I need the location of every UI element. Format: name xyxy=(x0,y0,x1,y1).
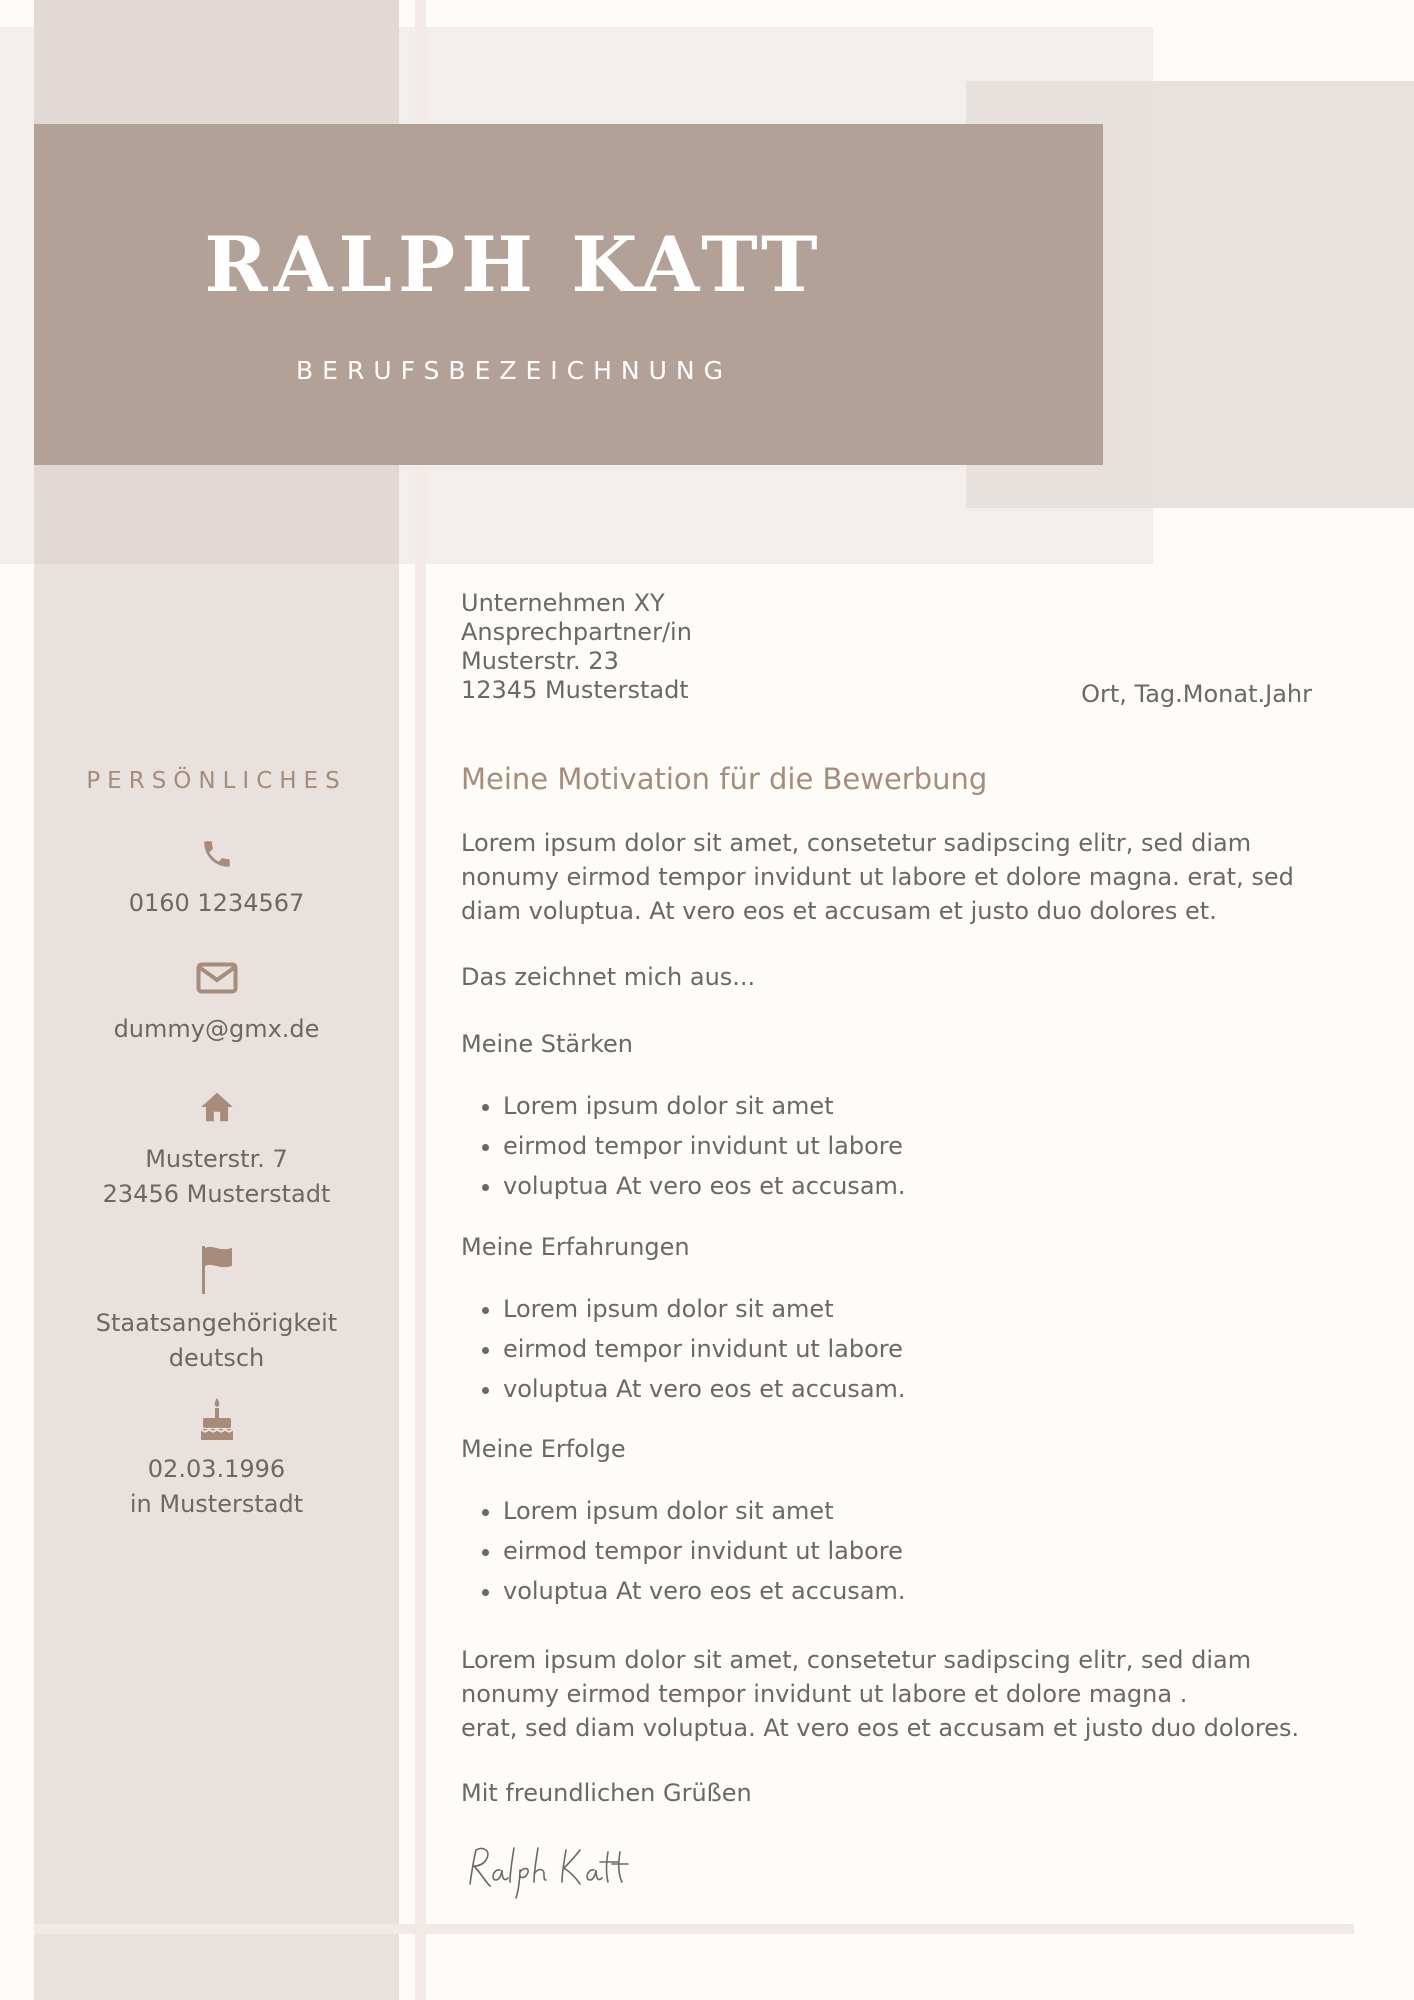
intro-paragraph: Lorem ipsum dolor sit amet, consetetur sadipscing elitr, sed diam nonumy eirmod tempor invidunt ut labore et dolore magna. erat, sed diam voluptua. At vero eos et accusam et justo duo dolores et. xyxy=(461,829,1294,925)
list-item: • voluptua At vero eos et accusam. xyxy=(503,1369,1383,1409)
section-title-strengths: Meine Stärken xyxy=(461,1030,633,1058)
list-item: • voluptua At vero eos et accusam. xyxy=(503,1166,1383,1206)
mail-icon xyxy=(196,962,238,994)
birth-date: 02.03.1996 xyxy=(147,1455,286,1483)
closing-paragraph xyxy=(461,1643,1341,1745)
phone-number: 0160 1234567 xyxy=(128,889,305,917)
footer-rule xyxy=(34,1924,1354,1934)
list-item: • Lorem ipsum dolor sit amet xyxy=(503,1491,1383,1531)
birth-entry xyxy=(34,1396,399,1522)
list-item: • eirmod tempor invidunt ut labore xyxy=(503,1126,1383,1166)
section-title-experience: Meine Erfahrungen xyxy=(461,1233,690,1261)
signature xyxy=(462,1840,632,1900)
closing-line-2: erat, sed diam voluptua. At vero eos et accusam et justo duo dolores. xyxy=(461,1714,1300,1742)
place-date: Ort, Tag.Monat.Jahr xyxy=(1081,680,1312,708)
list-item: • Lorem ipsum dolor sit amet xyxy=(503,1086,1383,1126)
recipient-city: 12345 Musterstadt xyxy=(461,676,689,704)
recipient-street: Musterstr. 23 xyxy=(461,647,619,675)
birth-place: in Musterstadt xyxy=(129,1490,304,1518)
list-item: • eirmod tempor invidunt ut labore xyxy=(503,1531,1383,1571)
email-address: dummy@gmx.de xyxy=(113,1015,320,1043)
address-street: Musterstr. 7 xyxy=(145,1145,288,1173)
birthday-cake-icon xyxy=(197,1396,237,1444)
strengths-list xyxy=(461,1086,1383,1206)
nationality-entry xyxy=(34,1244,399,1376)
closing-line-1: Lorem ipsum dolor sit amet, consetetur sadipscing elitr, sed diam nonumy eirmod tempor invidunt ut labore et dolore magna . xyxy=(461,1646,1252,1708)
list-item: • eirmod tempor invidunt ut labore xyxy=(503,1329,1383,1369)
applicant-name: RALPH KATT xyxy=(204,220,824,309)
email-entry xyxy=(34,962,399,1047)
nationality-label: Staatsangehörigkeit xyxy=(95,1309,338,1337)
lead-sentence: Das zeichnet mich aus... xyxy=(461,963,756,991)
address-city: 23456 Musterstadt xyxy=(102,1180,331,1208)
list-item: • voluptua At vero eos et accusam. xyxy=(503,1571,1383,1611)
phone-entry xyxy=(34,836,399,921)
section-title-achievements: Meine Erfolge xyxy=(461,1435,626,1463)
letter-heading: Meine Motivation für die Bewerbung xyxy=(461,762,988,796)
list-item: • Lorem ipsum dolor sit amet xyxy=(503,1289,1383,1329)
address-entry xyxy=(34,1088,399,1212)
flag-icon xyxy=(199,1244,235,1296)
experience-list xyxy=(461,1289,1383,1409)
recipient-company: Unternehmen XY xyxy=(461,589,665,617)
job-title: BERUFSBEZEICHNUNG xyxy=(296,356,732,385)
greeting: Mit freundlichen Grüßen xyxy=(461,1779,752,1807)
recipient-contact: Ansprechpartner/in xyxy=(461,618,692,646)
achievements-list xyxy=(461,1491,1383,1611)
personal-section-heading: PERSÖNLICHES xyxy=(86,768,347,794)
phone-icon xyxy=(200,836,234,872)
nationality-value: deutsch xyxy=(168,1344,265,1372)
home-icon xyxy=(198,1088,236,1126)
